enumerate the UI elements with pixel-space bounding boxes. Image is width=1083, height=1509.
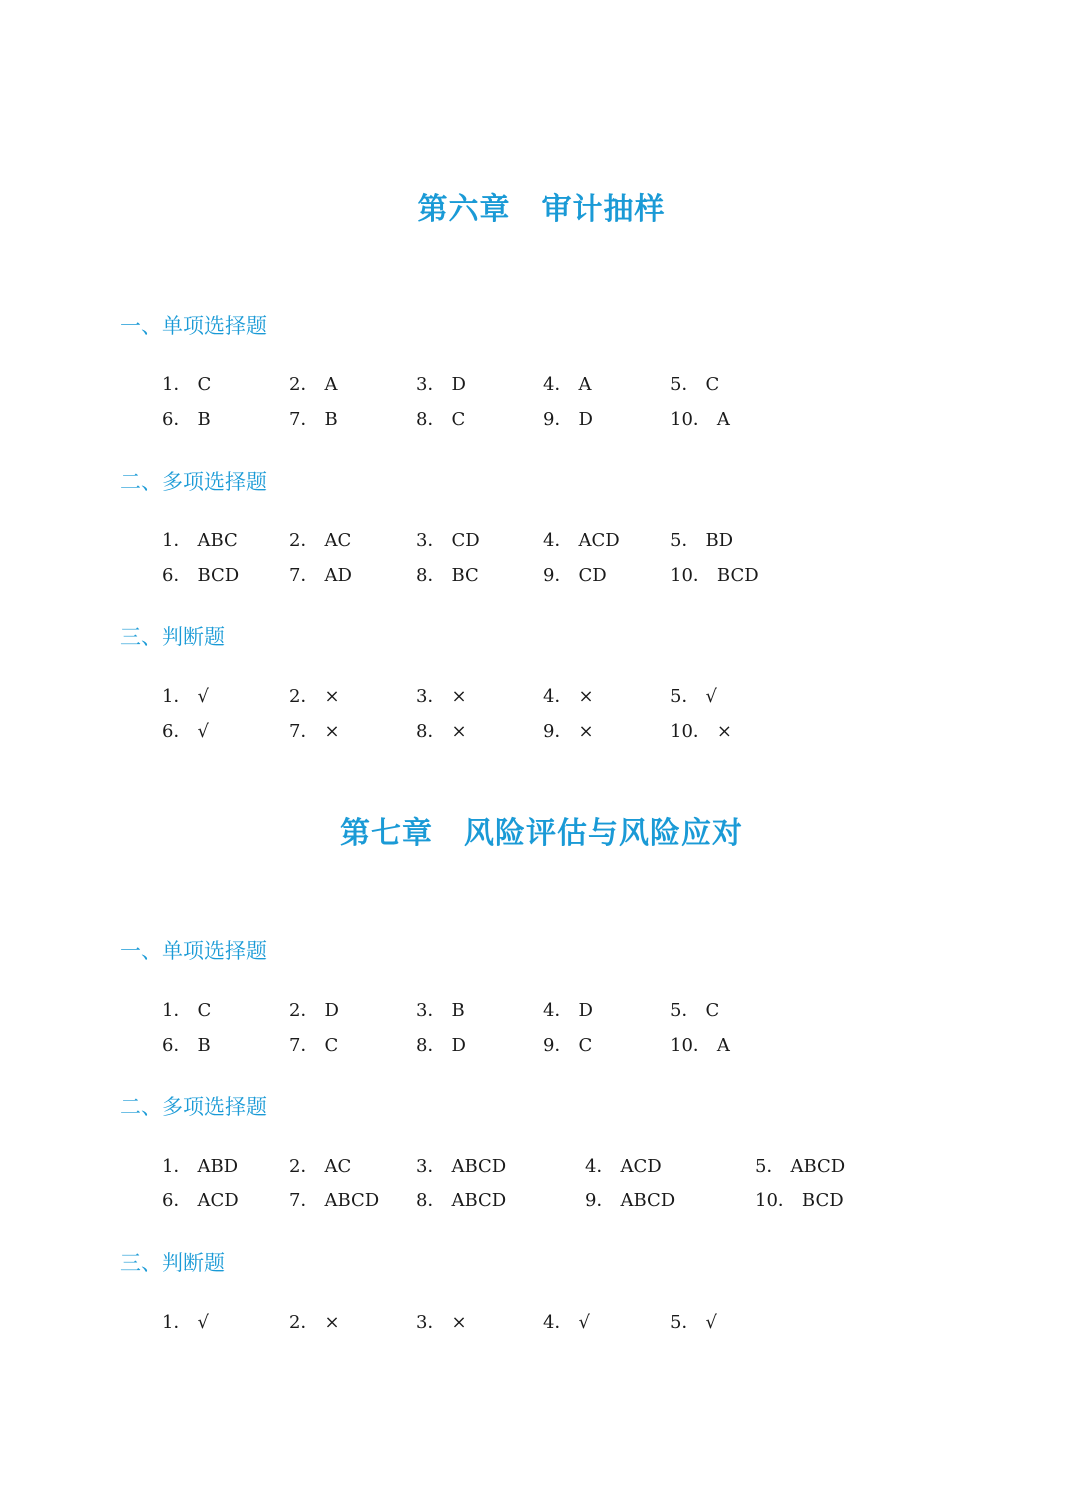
- answer-value: BCD: [197, 565, 240, 586]
- answer-item: [585, 1154, 662, 1180]
- section-heading-single-choice: 一、单项选择题: [120, 314, 267, 338]
- answer-item: [289, 1033, 338, 1059]
- answer-value: ABCD: [451, 1156, 507, 1177]
- answer-item: [289, 372, 337, 398]
- answer-value: ABCD: [790, 1156, 846, 1177]
- answer-item: [670, 528, 733, 554]
- answer-row: [0, 1033, 1083, 1059]
- section-heading-true-false: 三、判断题: [120, 625, 225, 649]
- answer-item: [162, 998, 211, 1024]
- answer-item: [416, 684, 467, 710]
- answer-value: C: [324, 1035, 339, 1056]
- answer-row: [0, 684, 1083, 710]
- answer-value: √: [705, 686, 717, 707]
- answer-value: C: [197, 1000, 212, 1021]
- answer-item: [416, 719, 467, 745]
- question-number: 5．: [755, 1156, 785, 1177]
- answer-value: B: [197, 1035, 211, 1056]
- answer-item: [543, 528, 620, 554]
- question-number: 9．: [543, 721, 573, 742]
- question-number: 7．: [289, 1035, 319, 1056]
- answer-value: B: [451, 1000, 465, 1021]
- answer-value: D: [578, 1000, 593, 1021]
- chapter-title: 第七章 风险评估与风险应对: [340, 816, 743, 851]
- answer-value: ACD: [578, 530, 620, 551]
- question-number: 6．: [162, 565, 192, 586]
- answer-value: D: [451, 374, 466, 395]
- answer-item: [162, 372, 211, 398]
- answer-item: [289, 998, 339, 1024]
- answer-row: [0, 1154, 1083, 1180]
- answer-row: [0, 1188, 1083, 1214]
- answer-value: A: [716, 1035, 730, 1056]
- answer-value: ABC: [197, 530, 238, 551]
- answer-item: [289, 528, 351, 554]
- question-number: 8．: [416, 1035, 446, 1056]
- answer-value: CD: [578, 565, 607, 586]
- question-number: 7．: [289, 1190, 319, 1211]
- question-number: 3．: [416, 1000, 446, 1021]
- answer-item: [543, 684, 594, 710]
- question-number: 7．: [289, 565, 319, 586]
- question-number: 3．: [416, 530, 446, 551]
- answer-value: ×: [451, 721, 467, 742]
- question-number: 9．: [543, 1035, 573, 1056]
- question-number: 5．: [670, 1000, 700, 1021]
- answer-item: [585, 1188, 675, 1214]
- question-number: 5．: [670, 374, 700, 395]
- question-number: 1．: [162, 1156, 192, 1177]
- question-number: 3．: [416, 374, 446, 395]
- question-number: 3．: [416, 1312, 446, 1333]
- question-number: 8．: [416, 721, 446, 742]
- answer-item: [289, 407, 338, 433]
- answer-item: [162, 1154, 238, 1180]
- question-number: 3．: [416, 1156, 446, 1177]
- answer-item: [289, 1154, 351, 1180]
- question-number: 4．: [543, 1000, 573, 1021]
- section-heading-multiple-choice: 二、多项选择题: [120, 1095, 267, 1119]
- question-number: 6．: [162, 1035, 192, 1056]
- answer-item: [162, 1188, 239, 1214]
- question-number: 3．: [416, 686, 446, 707]
- question-number: 10．: [670, 721, 711, 742]
- answer-item: [416, 407, 465, 433]
- answer-value: ×: [451, 686, 467, 707]
- answer-value: ×: [451, 1312, 467, 1333]
- answer-item: [543, 407, 593, 433]
- answer-value: √: [197, 686, 209, 707]
- question-number: 8．: [416, 565, 446, 586]
- answer-row: [0, 1310, 1083, 1336]
- answer-item: [162, 528, 238, 554]
- answer-item: [543, 719, 594, 745]
- question-number: 10．: [670, 565, 711, 586]
- answer-item: [416, 563, 479, 589]
- answer-item: [162, 684, 209, 710]
- question-number: 6．: [162, 1190, 192, 1211]
- answer-item: [543, 1310, 590, 1336]
- answer-value: AC: [324, 1156, 352, 1177]
- answer-value: A: [324, 374, 338, 395]
- question-number: 10．: [670, 409, 711, 430]
- question-number: 2．: [289, 686, 319, 707]
- answer-value: ACD: [197, 1190, 239, 1211]
- question-number: 2．: [289, 530, 319, 551]
- question-number: 6．: [162, 409, 192, 430]
- question-number: 7．: [289, 721, 319, 742]
- answer-item: [755, 1188, 844, 1214]
- question-number: 9．: [543, 409, 573, 430]
- answer-value: ×: [578, 721, 594, 742]
- answer-value: D: [324, 1000, 339, 1021]
- answer-value: C: [451, 409, 466, 430]
- answer-row: [0, 372, 1083, 398]
- question-number: 9．: [585, 1190, 615, 1211]
- answer-item: [543, 563, 607, 589]
- question-number: 9．: [543, 565, 573, 586]
- answer-value: C: [197, 374, 212, 395]
- question-number: 5．: [670, 530, 700, 551]
- question-number: 10．: [755, 1190, 796, 1211]
- section-heading-single-choice: 一、单项选择题: [120, 939, 267, 963]
- answer-value: ABD: [197, 1156, 239, 1177]
- answer-value: A: [716, 409, 730, 430]
- answer-item: [670, 407, 730, 433]
- answer-value: ABCD: [620, 1190, 676, 1211]
- question-number: 10．: [670, 1035, 711, 1056]
- question-number: 2．: [289, 1000, 319, 1021]
- question-number: 4．: [543, 374, 573, 395]
- answer-item: [416, 998, 465, 1024]
- answer-row: [0, 998, 1083, 1024]
- answer-value: ×: [324, 686, 340, 707]
- question-number: 6．: [162, 721, 192, 742]
- answer-value: ×: [716, 721, 732, 742]
- answer-item: [416, 1188, 506, 1214]
- question-number: 1．: [162, 686, 192, 707]
- answer-row: [0, 563, 1083, 589]
- answer-item: [416, 528, 480, 554]
- answer-value: √: [197, 1312, 209, 1333]
- answer-item: [543, 998, 593, 1024]
- answer-row: [0, 528, 1083, 554]
- answer-value: ×: [324, 721, 340, 742]
- answer-item: [289, 563, 352, 589]
- question-number: 4．: [585, 1156, 615, 1177]
- question-number: 2．: [289, 374, 319, 395]
- section-heading-true-false: 三、判断题: [120, 1251, 225, 1275]
- answer-value: B: [197, 409, 211, 430]
- answer-value: C: [705, 1000, 720, 1021]
- answer-item: [416, 1154, 506, 1180]
- answer-row: [0, 719, 1083, 745]
- answer-item: [670, 998, 719, 1024]
- question-number: 5．: [670, 1312, 700, 1333]
- answer-item: [670, 563, 759, 589]
- answer-item: [162, 1310, 209, 1336]
- answer-item: [670, 1033, 730, 1059]
- question-number: 4．: [543, 530, 573, 551]
- question-number: 1．: [162, 1312, 192, 1333]
- answer-value: D: [451, 1035, 466, 1056]
- answer-item: [670, 1310, 717, 1336]
- answer-item: [670, 372, 719, 398]
- section-heading-multiple-choice: 二、多项选择题: [120, 470, 267, 494]
- answer-value: C: [705, 374, 720, 395]
- question-number: 1．: [162, 530, 192, 551]
- answer-value: BCD: [716, 565, 759, 586]
- answer-item: [416, 372, 466, 398]
- answer-item: [543, 372, 591, 398]
- question-number: 4．: [543, 686, 573, 707]
- answer-value: C: [578, 1035, 593, 1056]
- answer-item: [670, 684, 717, 710]
- answer-item: [162, 1033, 211, 1059]
- answer-item: [289, 684, 340, 710]
- answer-value: √: [705, 1312, 717, 1333]
- answer-value: AD: [324, 565, 352, 586]
- answer-item: [162, 407, 211, 433]
- answer-value: CD: [451, 530, 480, 551]
- answer-item: [670, 719, 732, 745]
- answer-value: ACD: [620, 1156, 662, 1177]
- question-number: 8．: [416, 409, 446, 430]
- question-number: 2．: [289, 1156, 319, 1177]
- answer-item: [289, 719, 340, 745]
- answer-value: ×: [324, 1312, 340, 1333]
- question-number: 1．: [162, 374, 192, 395]
- answer-item: [162, 563, 239, 589]
- question-number: 7．: [289, 409, 319, 430]
- answer-value: ABCD: [451, 1190, 507, 1211]
- chapter-title: 第六章 审计抽样: [417, 192, 666, 227]
- answer-row: [0, 407, 1083, 433]
- answer-item: [416, 1033, 466, 1059]
- answer-value: √: [578, 1312, 590, 1333]
- answer-item: [289, 1310, 340, 1336]
- answer-item: [543, 1033, 592, 1059]
- answer-value: ABCD: [324, 1190, 380, 1211]
- answer-value: √: [197, 721, 209, 742]
- answer-item: [755, 1154, 845, 1180]
- answer-value: ×: [578, 686, 594, 707]
- answer-value: A: [578, 374, 592, 395]
- answer-value: BC: [451, 565, 479, 586]
- answer-item: [416, 1310, 467, 1336]
- answer-item: [162, 719, 209, 745]
- answer-value: B: [324, 409, 338, 430]
- answer-value: BD: [705, 530, 734, 551]
- answer-value: D: [578, 409, 593, 430]
- answer-item: [289, 1188, 379, 1214]
- answer-value: BCD: [801, 1190, 844, 1211]
- answer-value: AC: [324, 530, 352, 551]
- question-number: 2．: [289, 1312, 319, 1333]
- question-number: 8．: [416, 1190, 446, 1211]
- question-number: 4．: [543, 1312, 573, 1333]
- question-number: 5．: [670, 686, 700, 707]
- question-number: 1．: [162, 1000, 192, 1021]
